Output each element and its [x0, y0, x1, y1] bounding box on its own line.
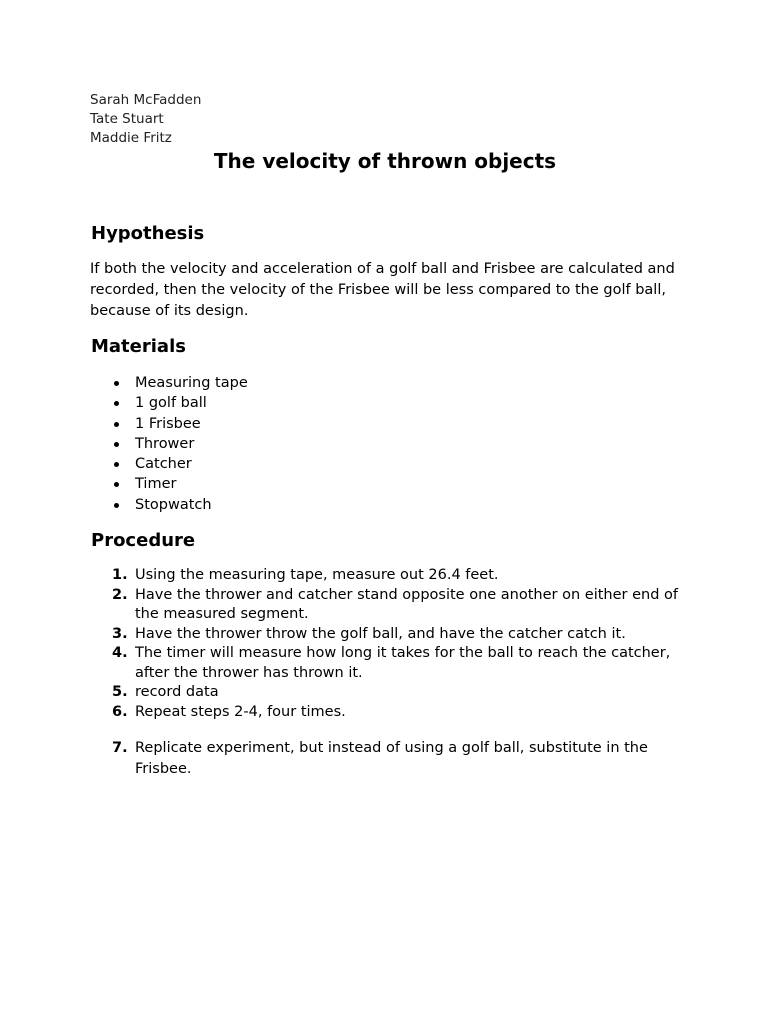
step-number: 4. [112, 645, 128, 661]
procedure-heading: Procedure [91, 530, 196, 551]
bullet-icon [114, 381, 119, 386]
step-text: Have the thrower and catcher stand opposite one another on either end of the measured segment. [135, 586, 678, 622]
step-number: 6. [112, 703, 128, 720]
document-title-text: The velocity of thrown objects [213, 149, 557, 173]
list-item [90, 373, 248, 393]
list-item-text: 1 Frisbee [135, 415, 201, 432]
procedure-step [90, 738, 690, 780]
step-number: 3. [112, 625, 128, 642]
list-item-text: 1 golf ball [135, 395, 207, 412]
document-title [0, 148, 768, 174]
hypothesis-text: If both the velocity and acceleration of a golf ball and Frisbee are calculated and recorded, then the velocity of the Frisbee will be less compared to the golf ball, because of its design. [90, 261, 675, 319]
list-item [90, 495, 248, 515]
list-item-text: Stopwatch [135, 496, 212, 513]
procedure-step [90, 644, 690, 683]
materials-list [90, 373, 248, 515]
bullet-icon [114, 401, 119, 406]
list-item-text: Measuring tape [135, 375, 248, 391]
author-name: Sarah McFadden [90, 92, 202, 108]
procedure-step [90, 683, 690, 703]
procedure-list [90, 566, 690, 780]
procedure-step [90, 586, 690, 625]
bullet-icon [114, 442, 119, 447]
step-number: 7. [112, 740, 128, 756]
list-item [90, 474, 248, 494]
author-name: Tate Stuart [90, 111, 164, 127]
author-list [90, 91, 201, 148]
list-item [90, 393, 248, 413]
hypothesis-heading: Hypothesis [91, 223, 205, 244]
bullet-icon [114, 503, 119, 508]
step-text: The timer will measure how long it takes for the ball to reach the catcher, after the thrower has thrown it. [135, 645, 671, 681]
list-item-text: Thrower [135, 435, 195, 452]
procedure-step [90, 703, 690, 723]
step-number: 5. [112, 684, 128, 700]
bullet-icon [114, 462, 119, 467]
list-item [90, 454, 248, 474]
list-item-text: Timer [135, 476, 177, 493]
step-number: 2. [112, 586, 128, 603]
step-text: Replicate experiment, but instead of using a golf ball, substitute in the Frisbee. [135, 740, 648, 777]
list-item [90, 414, 248, 434]
author-name: Maddie Fritz [90, 130, 172, 146]
bullet-icon [114, 482, 119, 487]
procedure-step [90, 625, 690, 645]
list-item [90, 434, 248, 454]
procedure-step [90, 566, 690, 586]
step-text: record data [135, 684, 219, 700]
list-item-text: Catcher [135, 456, 192, 473]
step-text: Have the thrower throw the golf ball, and have the catcher catch it. [135, 625, 626, 642]
step-text: Repeat steps 2-4, four times. [135, 703, 346, 720]
step-text: Using the measuring tape, measure out 26.4 feet. [135, 567, 499, 583]
bullet-icon [114, 422, 119, 427]
step-number: 1. [112, 567, 128, 583]
materials-heading: Materials [91, 336, 186, 357]
